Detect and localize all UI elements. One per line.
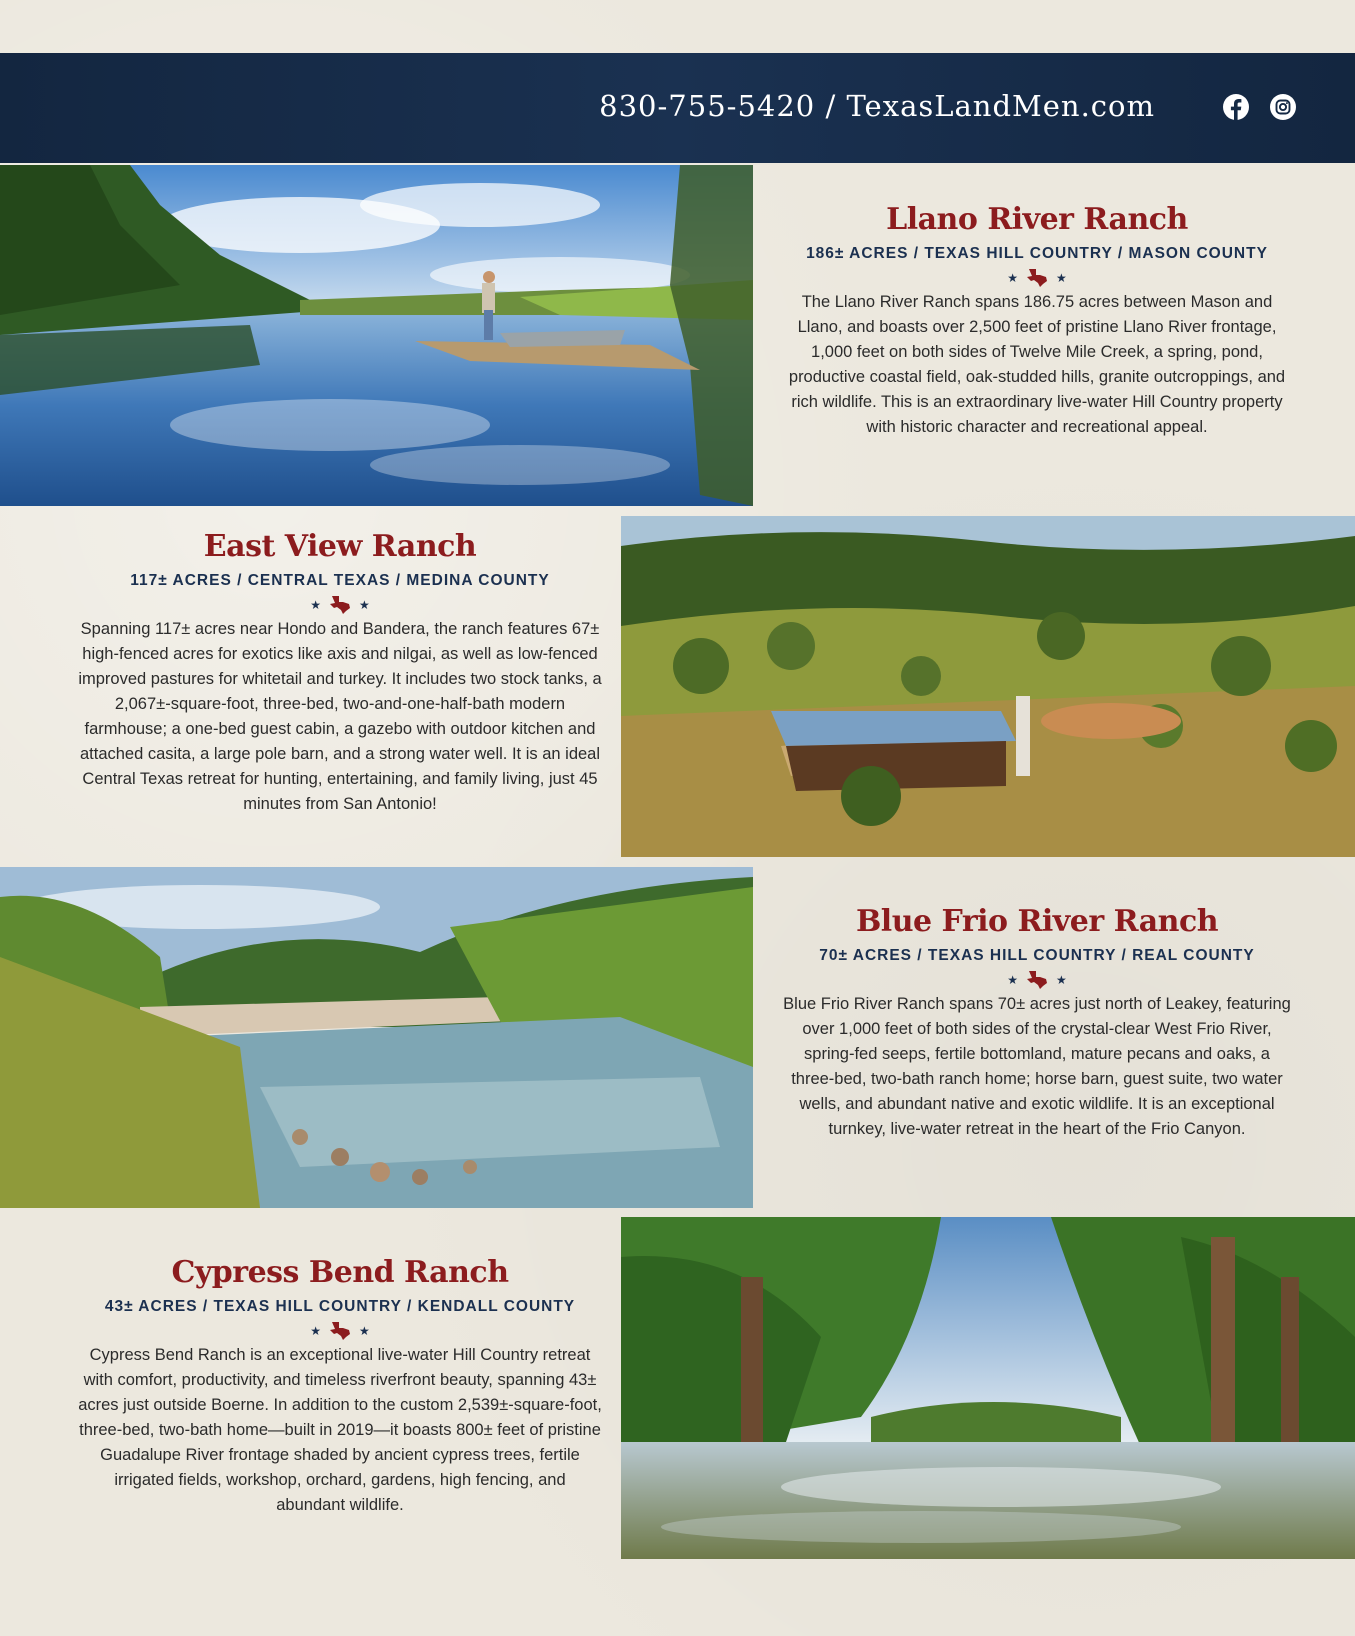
llano-river-info bbox=[782, 200, 1292, 440]
contact-info[interactable]: 830-755-5420 / TexasLandMen.com bbox=[599, 89, 1155, 123]
listing-description: Blue Frio River Ranch spans 70± acres just north of Leakey, featuring over 1,000 feet of both sides of the crystal-clear West Frio River, spring-fed seeps, fertile bottomland, mature pecans and oaks, a three-bed, two-bath ranch home; horse barn, guest suite, two water wells, and abundant native and exotic wildlife. It is an exceptional turnkey, live-water retreat in the heart of the Frio Canyon. bbox=[783, 995, 1291, 1138]
listing-subtitle: 43± ACRES / TEXAS HILL COUNTRY / KENDALL COUNTY bbox=[104, 1298, 576, 1315]
star-icon: ★ bbox=[1007, 973, 1018, 987]
texas-icon bbox=[1026, 971, 1048, 989]
listing-title: Llano River Ranch bbox=[886, 202, 1188, 237]
star-divider bbox=[78, 595, 602, 615]
blue-frio-photo bbox=[0, 867, 753, 1208]
star-icon: ★ bbox=[310, 598, 321, 612]
cypress-bend-photo bbox=[621, 1217, 1355, 1559]
listing-title: Cypress Bend Ranch bbox=[171, 1255, 509, 1290]
star-icon: ★ bbox=[1056, 973, 1067, 987]
star-icon: ★ bbox=[1056, 271, 1067, 285]
listing-title: Blue Frio River Ranch bbox=[855, 904, 1219, 939]
east-view-photo bbox=[621, 516, 1355, 857]
listing-title: East View Ranch bbox=[203, 529, 477, 564]
texas-icon bbox=[329, 1322, 351, 1340]
star-divider bbox=[78, 1321, 602, 1341]
texas-icon bbox=[1026, 269, 1048, 287]
listing-subtitle: 117± ACRES / CENTRAL TEXAS / MEDINA COUNTY bbox=[130, 572, 550, 589]
instagram-icon[interactable] bbox=[1269, 93, 1297, 121]
listing-description: The Llano River Ranch spans 186.75 acres between Mason and Llano, and boasts over 2,500 feet of pristine Llano River frontage, 1,000 feet on both sides of Twelve Mile Creek, a spring, pond, productive coastal field, oak-studded hills, granite outcroppings, and rich wildlife. This is an extraordinary live-water Hill Country property with historic character and recreational appeal. bbox=[788, 293, 1286, 436]
facebook-icon[interactable] bbox=[1222, 93, 1250, 121]
llano-river-photo bbox=[0, 165, 753, 506]
star-icon: ★ bbox=[359, 598, 370, 612]
listing-subtitle: 70± ACRES / TEXAS HILL COUNTRY / REAL COUNTY bbox=[819, 947, 1255, 964]
header-bar bbox=[0, 53, 1355, 163]
star-icon: ★ bbox=[310, 1324, 321, 1338]
cypress-bend-info bbox=[78, 1253, 602, 1518]
star-icon: ★ bbox=[1007, 271, 1018, 285]
listing-description: Spanning 117± acres near Hondo and Bandera, the ranch features 67± high-fenced acres for exotics like axis and nilgai, as well as low-fenced improved pastures for whitetail and turkey. It includes two stock tanks, a 2,067±-square-foot, three-bed, two-and-one-half-bath modern farmhouse; a one-bed guest cabin, a gazebo with outdoor kitchen and attached casita, a large pole barn, and a strong water well. It is an ideal Central Texas retreat for hunting, entertaining, and family living, just 45 minutes from San Antonio! bbox=[78, 620, 602, 813]
star-divider bbox=[782, 268, 1292, 288]
blue-frio-info bbox=[782, 902, 1292, 1142]
listing-description: Cypress Bend Ranch is an exceptional live-water Hill Country retreat with comfort, productivity, and timeless riverfront beauty, spanning 43± acres just outside Boerne. In addition to the custom 2,539±-square-foot, three-bed, two-bath home—built in 2019—it boasts 800± feet of pristine Guadalupe River frontage shaded by ancient cypress trees, fertile irrigated fields, workshop, orchard, gardens, high fencing, and abundant wildlife. bbox=[78, 1346, 602, 1514]
listing-subtitle: 186± ACRES / TEXAS HILL COUNTRY / MASON COUNTY bbox=[806, 245, 1268, 262]
texas-icon bbox=[329, 596, 351, 614]
star-divider bbox=[782, 970, 1292, 990]
star-icon: ★ bbox=[359, 1324, 370, 1338]
east-view-info bbox=[78, 527, 602, 817]
